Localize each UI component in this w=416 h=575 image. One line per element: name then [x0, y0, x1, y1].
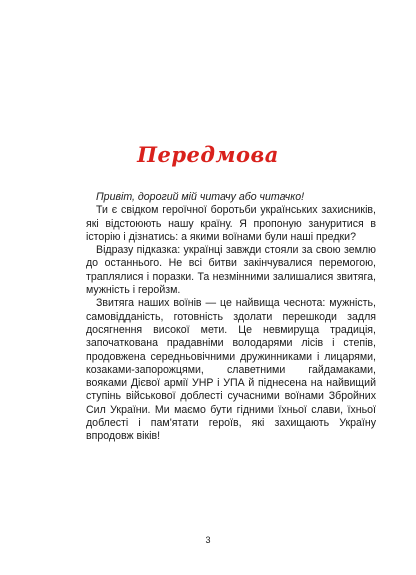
- greeting-paragraph: Привіт, дорогий мій читачу або читачко!: [96, 191, 305, 203]
- paragraph-valor: Звитяга наших воїнів — це найвища чеснота: мужність, самовідданість, готовність здолати перешкоди задля досягнення високої мети. Це невмируща традиція, започаткована прадавніми володарями лісів і степів, продовжена середньовічними дружинниками і лицарями, козаками-запорожцями, славетними гайдамаками, вояками Дієвої армії УНР і УПА й піднесена на найвищий ступінь військової доблесті сучасними воїнами Збройних Сил України. Ми маємо бути гідними їхньої слави, їхньої доблесті і пам'ятати героїв, які захищають Україну впродовж віків!: [86, 297, 376, 443]
- preface-text: [86, 191, 376, 444]
- page-title: Передмова: [137, 142, 279, 167]
- paragraph-hint: Відразу підказка: українці завжди стояли за свою землю до останнього. Не всі битви закінчувалися перемогою, траплялися і поразки. Та незмінними залишалися звитяга, мужність і геройзм.: [86, 244, 376, 297]
- paragraph-witness: Ти є свідком героїчної боротьби українських захисників, які відстоюють нашу країну. Я пропоную зануритися в історію і дізнатись: а якими воїнами були наші предки?: [86, 204, 376, 243]
- page-number: 3: [205, 535, 211, 545]
